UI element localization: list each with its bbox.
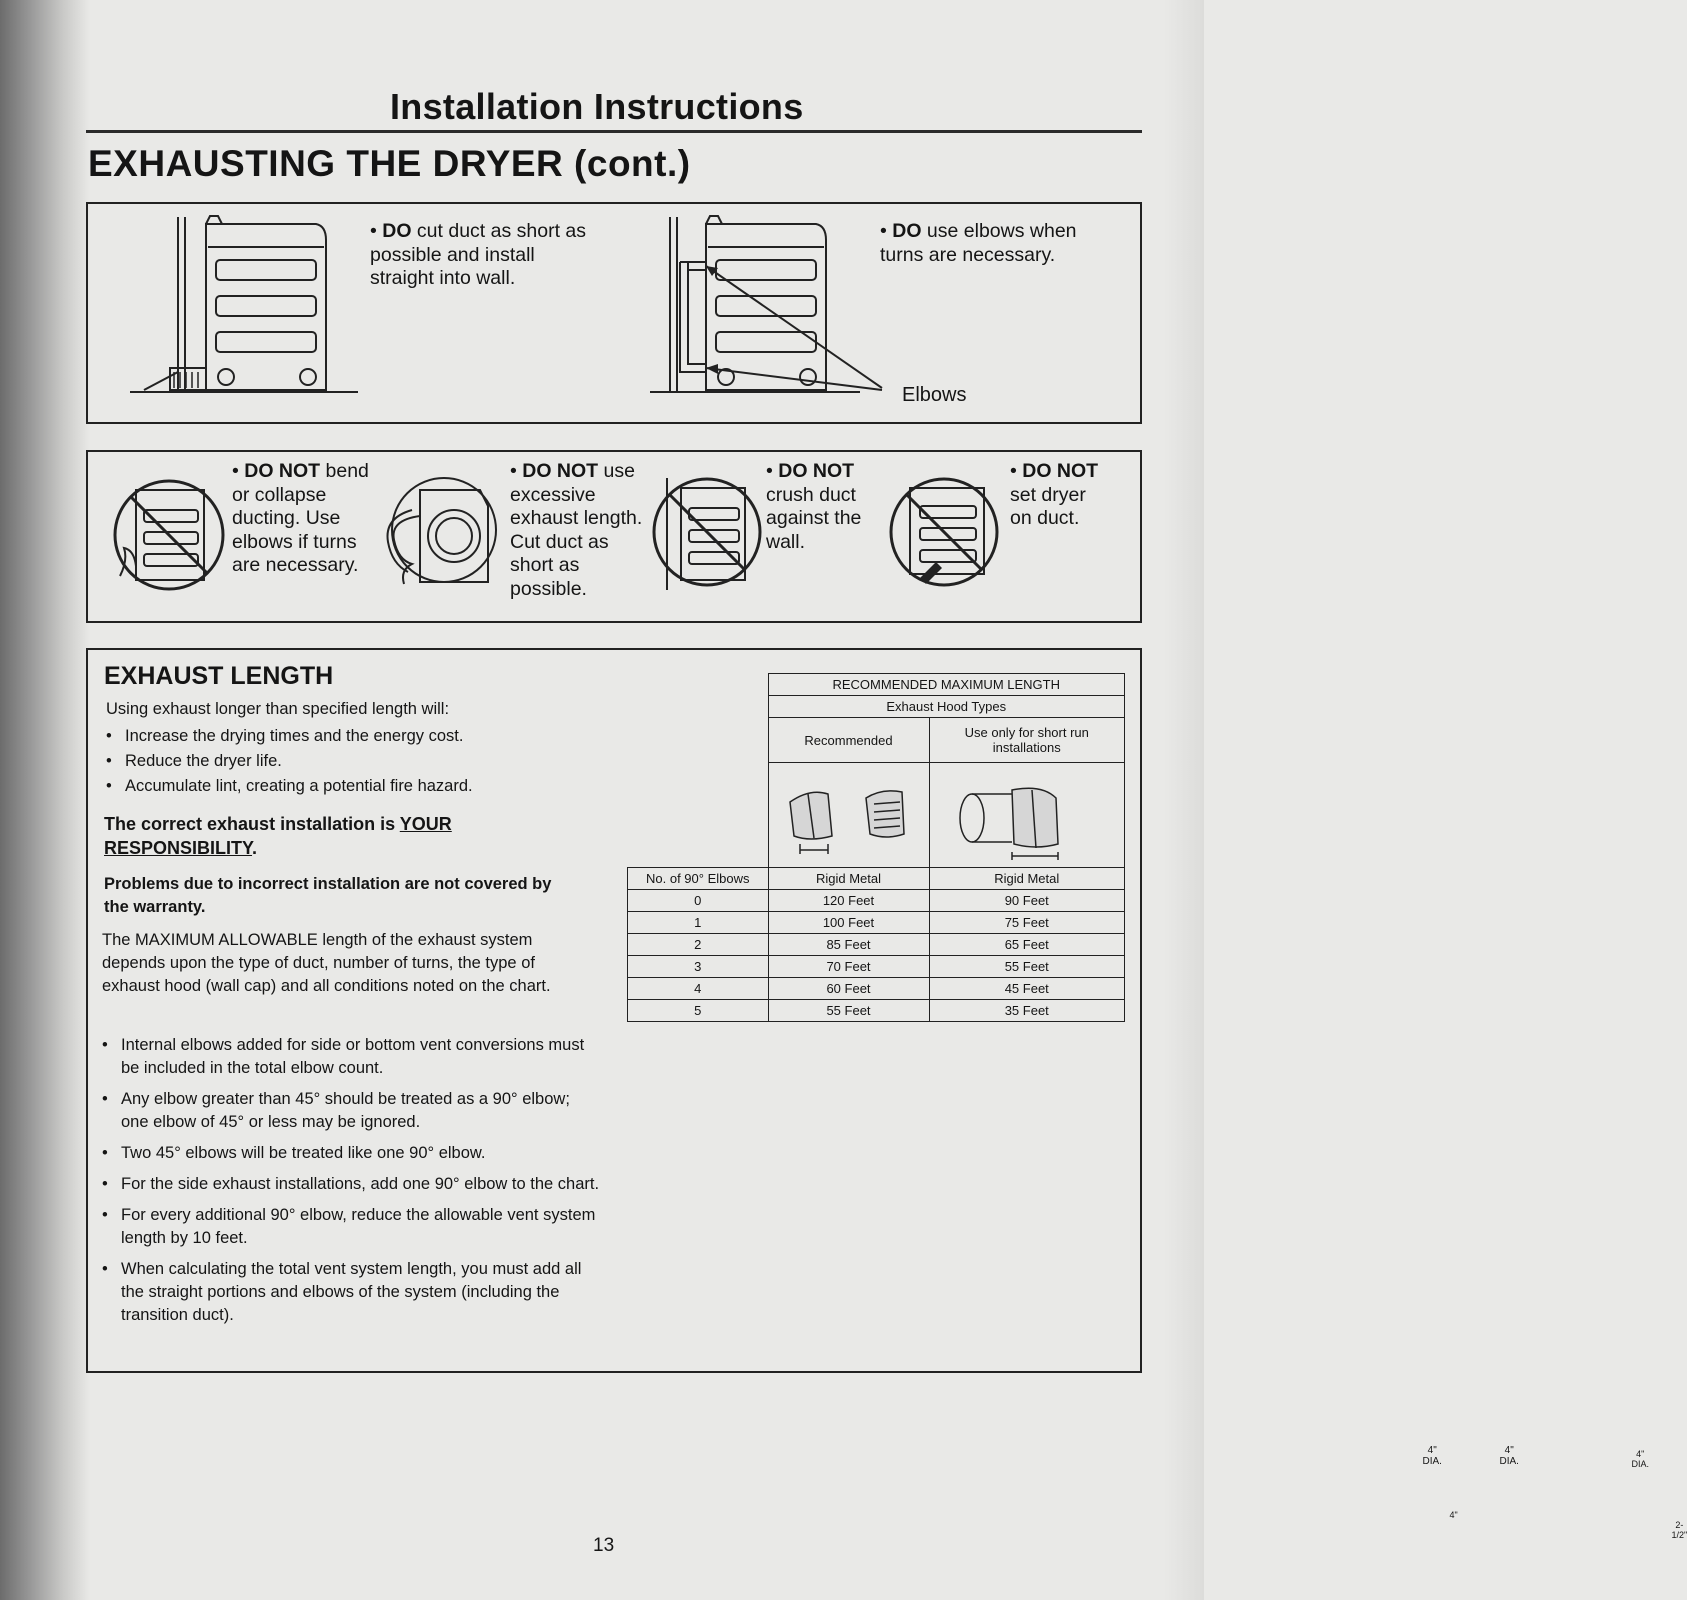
col-elbows-header: No. of 90° Elbows: [628, 868, 769, 890]
table-row: [628, 912, 1125, 934]
table-cell: 55 Feet: [929, 956, 1125, 978]
table-cell: 90 Feet: [929, 890, 1125, 912]
exhaust-effects-list: [106, 725, 606, 798]
do-not-crush-duct-instruction: • DO NOT crush duct against the wall.: [766, 460, 862, 553]
no-bend-duct-icon: [104, 470, 234, 600]
table-subtitle: Exhaust Hood Types: [768, 696, 1125, 718]
table-cell: 5: [628, 1000, 769, 1022]
table-cell: 3: [628, 956, 769, 978]
table-cell: 70 Feet: [768, 956, 929, 978]
table-row: [628, 1000, 1125, 1022]
page-header-title: Installation Instructions: [390, 86, 804, 127]
max-allowable-paragraph: The MAXIMUM ALLOWABLE length of the exhaust system depends upon the type of duct, number of turns, the type of exhaust hood (wall cap) and all conditions noted on the chart.: [102, 931, 551, 995]
list-item: • For every additional 90° elbow, reduce the allowable vent system length by 10 feet.: [102, 1204, 602, 1250]
list-item: • For the side exhaust installations, add one 90° elbow to the chart.: [102, 1173, 602, 1196]
list-item: • Increase the drying times and the energy cost.: [106, 725, 606, 748]
col-rigid-metal-header: Rigid Metal: [929, 868, 1125, 890]
dia-label: 4" DIA.: [1631, 1448, 1650, 1469]
list-item: • Two 45° elbows will be treated like one 90° elbow.: [102, 1142, 602, 1165]
list-item: • Internal elbows added for side or bottom vent conversions must be included in the total elbow count.: [102, 1034, 602, 1080]
exhaust-notes-block: [102, 1034, 602, 1329]
exhaust-length-heading: EXHAUST LENGTH: [104, 662, 334, 690]
col-rigid-metal-header: Rigid Metal: [768, 868, 929, 890]
no-dryer-on-duct-icon: [880, 470, 1010, 595]
page-number: 13: [593, 1535, 615, 1556]
table-cell: 4: [628, 978, 769, 1000]
table-cell: 2: [628, 934, 769, 956]
table-cell: 75 Feet: [929, 912, 1125, 934]
header-rule: [86, 130, 1142, 133]
do-use-elbows-instruction: • DO use elbows when turns are necessary.: [880, 220, 1077, 266]
list-item: • Reduce the dryer life.: [106, 750, 606, 773]
section-title: EXHAUSTING THE DRYER (cont.): [88, 143, 691, 184]
do-not-bend-instruction: • DO NOT bend or collapse ducting. Use elbows if turns are necessary.: [232, 460, 369, 576]
table-row: [628, 934, 1125, 956]
exhaust-notes-list: [102, 1034, 602, 1327]
dryer-straight-duct-illustration: [130, 212, 360, 412]
list-item: • Accumulate lint, creating a potential fire hazard.: [106, 775, 606, 798]
do-not-excessive-length-instruction: • DO NOT use excessive exhaust length. Cut duct as short as possible.: [510, 460, 643, 600]
no-crush-duct-icon: [645, 470, 770, 595]
table-row: [628, 978, 1125, 1000]
do-cut-duct-instruction: • DO cut duct as short as possible and install straight into wall.: [370, 220, 587, 289]
table-row: [628, 956, 1125, 978]
table-cell: 1: [628, 912, 769, 934]
no-excessive-length-icon: [380, 460, 505, 600]
dim-label: 2-1/2": [1671, 1519, 1687, 1540]
table-cell: 85 Feet: [768, 934, 929, 956]
page-edge-shadow: [1164, 0, 1204, 1600]
col-short-run-header: Use only for short run installations: [929, 718, 1125, 763]
dryer-elbows-illustration: [650, 212, 910, 412]
table-cell: 35 Feet: [929, 1000, 1125, 1022]
table-cell: 45 Feet: [929, 978, 1125, 1000]
max-length-table: [627, 673, 1687, 1540]
page-binding-shadow: [0, 0, 90, 1600]
responsibility-statement: The correct exhaust installation is YOUR RESPONSIBILITY.: [104, 814, 452, 858]
recommended-hood-icon: [770, 764, 928, 864]
do-not-set-dryer-instruction: • DO NOT set dryer on duct.: [1010, 460, 1099, 529]
table-cell: 60 Feet: [768, 978, 929, 1000]
table-cell: 120 Feet: [768, 890, 929, 912]
warranty-statement: Problems due to incorrect installation are not covered by the warranty.: [104, 875, 552, 916]
dia-label: 4" DIA.: [1422, 1444, 1442, 1467]
exhaust-intro-block: [106, 698, 606, 800]
exhaust-intro: Using exhaust longer than specified length will:: [106, 700, 450, 718]
table-row: [628, 890, 1125, 912]
table-title: RECOMMENDED MAXIMUM LENGTH: [768, 674, 1125, 696]
table-cell: 55 Feet: [768, 1000, 929, 1022]
list-item: • When calculating the total vent system length, you must add all the straight portions and elbows of the system (including the transition duct).: [102, 1258, 602, 1327]
table-cell: 65 Feet: [929, 934, 1125, 956]
table-cell: 0: [628, 890, 769, 912]
col-recommended-header: Recommended: [768, 718, 929, 763]
short-run-hood-icon: [932, 764, 1122, 864]
elbows-label: Elbows: [902, 384, 967, 406]
dia-label: 4" DIA.: [1499, 1444, 1519, 1467]
list-item: • Any elbow greater than 45° should be treated as a 90° elbow; one elbow of 45° or less may be ignored.: [102, 1088, 602, 1134]
dim-label: 4": [1449, 1509, 1458, 1520]
table-cell: 100 Feet: [768, 912, 929, 934]
